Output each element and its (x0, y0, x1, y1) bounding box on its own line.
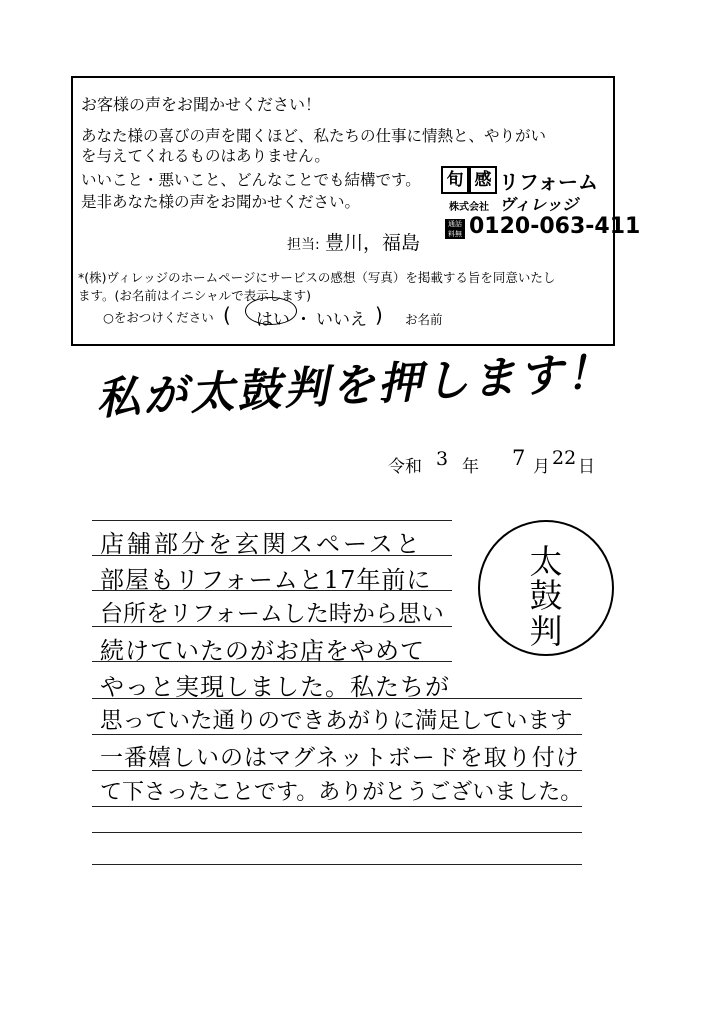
ruled-line (92, 520, 452, 521)
date-day: 22 (552, 447, 577, 469)
staff-names: 豊川，福島 (325, 232, 421, 254)
comment-line-4: 続けていたのがお店をやめて (100, 637, 425, 665)
date-era: 令和 (388, 457, 422, 477)
comment-line-6: 思っていた通りのできあがりに満足しています (100, 708, 573, 734)
consent-line-1: *(株)ヴィレッジのホームページにサービスの感想（写真）を掲載する旨を同意いたし (78, 270, 556, 285)
ruled-line (92, 832, 582, 833)
logo-text: リフォーム (499, 170, 598, 194)
close-paren: ) (375, 303, 383, 327)
company-logo (441, 166, 611, 194)
name-label: お名前 (405, 312, 443, 327)
staff-label: 担当: (287, 237, 320, 253)
survey-heading: お客様の声をお聞かせください！ (81, 95, 322, 114)
date-year: 3 (436, 448, 449, 470)
logo-box-kan: 感 (469, 166, 497, 194)
option-separator: ・ (295, 310, 312, 330)
intro-line-1: あなた様の喜びの声を聞くほど、私たちの仕事に情熱と、やりがい (81, 127, 547, 145)
intro-line-3: いいこと・悪いこと、どんなことでも結構です。 (81, 171, 421, 189)
ruled-line (92, 806, 582, 807)
seal-char-3: 判 (529, 612, 563, 651)
company-prefix: 株式会社 (449, 202, 489, 213)
company-name: ヴィレッジ (499, 195, 578, 214)
date-month-unit: 月 (533, 457, 550, 477)
comment-line-1: 店舗部分を玄関スペースと (100, 530, 423, 558)
seal-char-2: 鼓 (529, 576, 563, 615)
comment-line-2: 部屋もリフォームと17年前に (100, 566, 432, 594)
option-yes: はい (256, 310, 290, 330)
free-dial-badge: 通話料無料 (445, 219, 465, 239)
consent-line-2: ます。(お名前はイニシャルで表示します) (78, 288, 312, 303)
ruled-line (92, 864, 582, 865)
comment-line-3: 台所をリフォームした時から思い (100, 601, 444, 627)
circle-prompt: ○をおつけください (103, 310, 214, 325)
logo-box-shun: 旬 (441, 166, 469, 194)
yes-selection-circle (245, 297, 297, 325)
comment-line-5: やっと実現しました。私たちが (100, 673, 450, 701)
phone-number: 0120-063-411 (469, 214, 641, 239)
comment-line-8: て下さったことです。ありがとうございました。 (100, 780, 583, 805)
open-paren: ( (223, 303, 231, 327)
comment-line-7: 一番嬉しいのはマグネットボードを取り付け (100, 745, 580, 771)
intro-line-4: 是非あなた様の声をお聞かせください。 (81, 193, 361, 211)
date-day-unit: 日 (578, 457, 595, 477)
taikoban-seal (478, 520, 614, 656)
date-year-unit: 年 (462, 457, 479, 477)
date-month: 7 (512, 446, 526, 470)
seal-char-1: 太 (529, 542, 563, 581)
intro-line-2: を与えてくれるものはありません。 (81, 147, 330, 165)
page-title: 私が太鼓判を押します！ (94, 346, 614, 425)
survey-box (71, 76, 641, 346)
option-no: いいえ (316, 310, 367, 330)
